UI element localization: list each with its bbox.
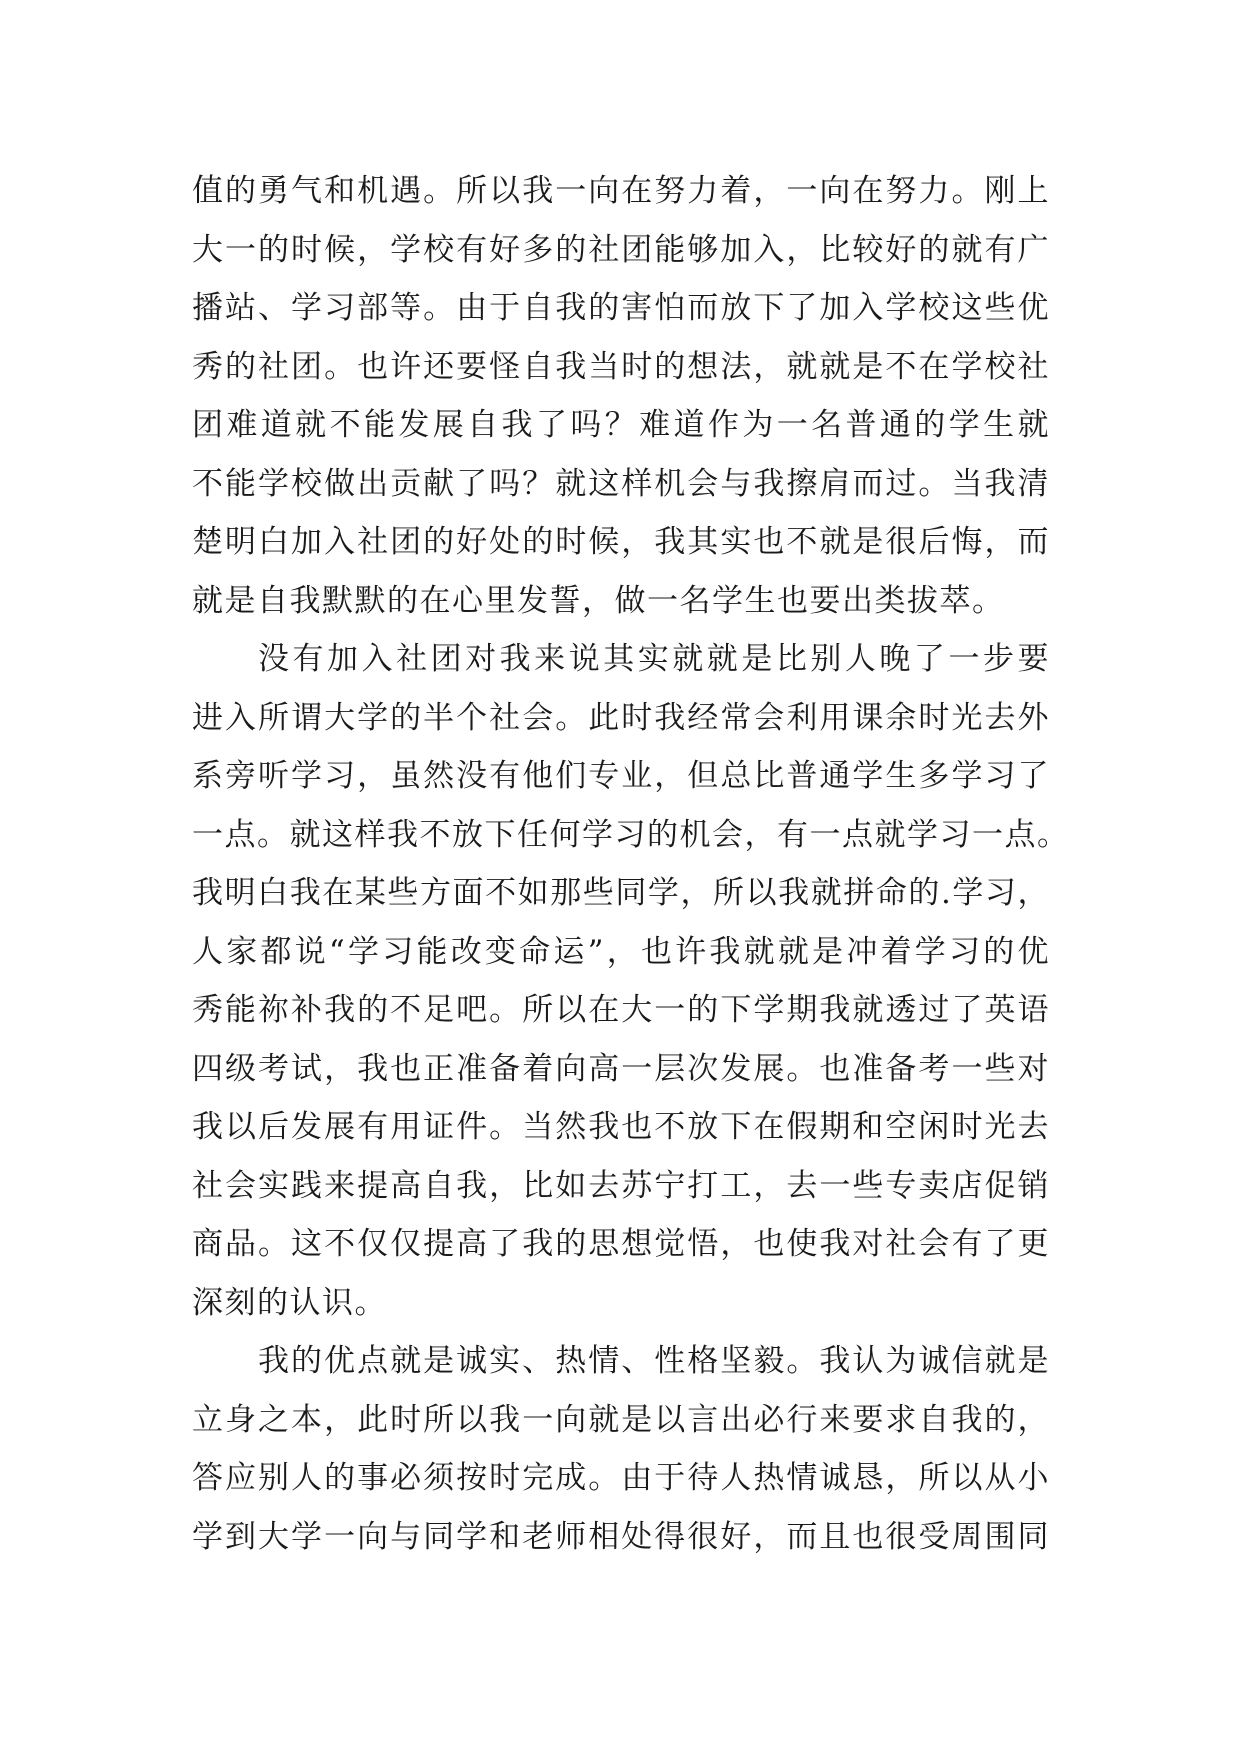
paragraph-3 [192,1332,1050,1566]
text-line: 深刻的认识。 [192,1284,387,1321]
text-line: 大一的时候，学校有好多的社团能够加入，比较好的就有广 [192,231,1050,268]
text-line: 进入所谓大学的半个社会。此时我经常会利用课余时光去外 [192,699,1050,736]
text-line: 值的勇气和机遇。所以我一向在努力着，一向在努力。刚上 [192,173,1050,209]
text-line: 答应别人的事必须按时完成。由于待人热情诚恳，所以从小 [192,1460,1050,1496]
text-line: 人家都说“学习能改变命运”，也许我就就是冲着学习的优 [192,933,1050,970]
text-line: 不能学校做出贡献了吗？就这样机会与我擦肩而过。当我清 [192,465,1050,502]
text-line: 我以后发展有用证件。当然我也不放下在假期和空闲时光去 [192,1109,1050,1145]
text-line: 商品。这不仅仅提高了我的思想觉悟，也使我对社会有了更 [192,1226,1050,1262]
text-line: 一点。就这样我不放下任何学习的机会，有一点就学习一点。 [192,816,1070,853]
text-line: 就是自我默默的在心里发誓，做一名学生也要出类拔萃。 [192,582,1005,619]
text-line: 楚明白加入社团的好处的时候，我其实也不就是很后悔，而 [192,524,1050,560]
document-body [192,162,1070,1566]
text-line: 四级考试，我也正准备着向高一层次发展。也准备考一些对 [192,1050,1050,1087]
paragraph-1 [192,162,1050,630]
text-line: 我的优点就是诚实、热情、性格坚毅。我认为诚信就是 [258,1343,1050,1379]
text-line: 秀的社团。也许还要怪自我当时的想法，就就是不在学校社 [192,348,1050,385]
text-line: 我明白我在某些方面不如那些同学，所以我就拼命的.学习， [192,875,1050,911]
text-line: 没有加入社团对我来说其实就就是比别人晚了一步要 [258,641,1050,677]
text-line: 播站、学习部等。由于自我的害怕而放下了加入学校这些优 [192,290,1050,326]
paragraph-2 [192,630,1070,1332]
text-line: 团难道就不能发展自我了吗？难道作为一名普通的学生就 [192,407,1050,443]
text-line: 立身之本，此时所以我一向就是以言出必行来要求自我的， [192,1401,1050,1438]
text-line: 系旁听学习，虽然没有他们专业，但总比普通学生多学习了 [192,758,1050,794]
text-line: 社会实践来提高自我，比如去苏宁打工，去一些专卖店促销 [192,1167,1050,1204]
text-line: 秀能祢补我的不足吧。所以在大一的下学期我就透过了英语 [192,992,1050,1028]
text-line: 学到大学一向与同学和老师相处得很好，而且也很受周围同 [192,1518,1050,1555]
